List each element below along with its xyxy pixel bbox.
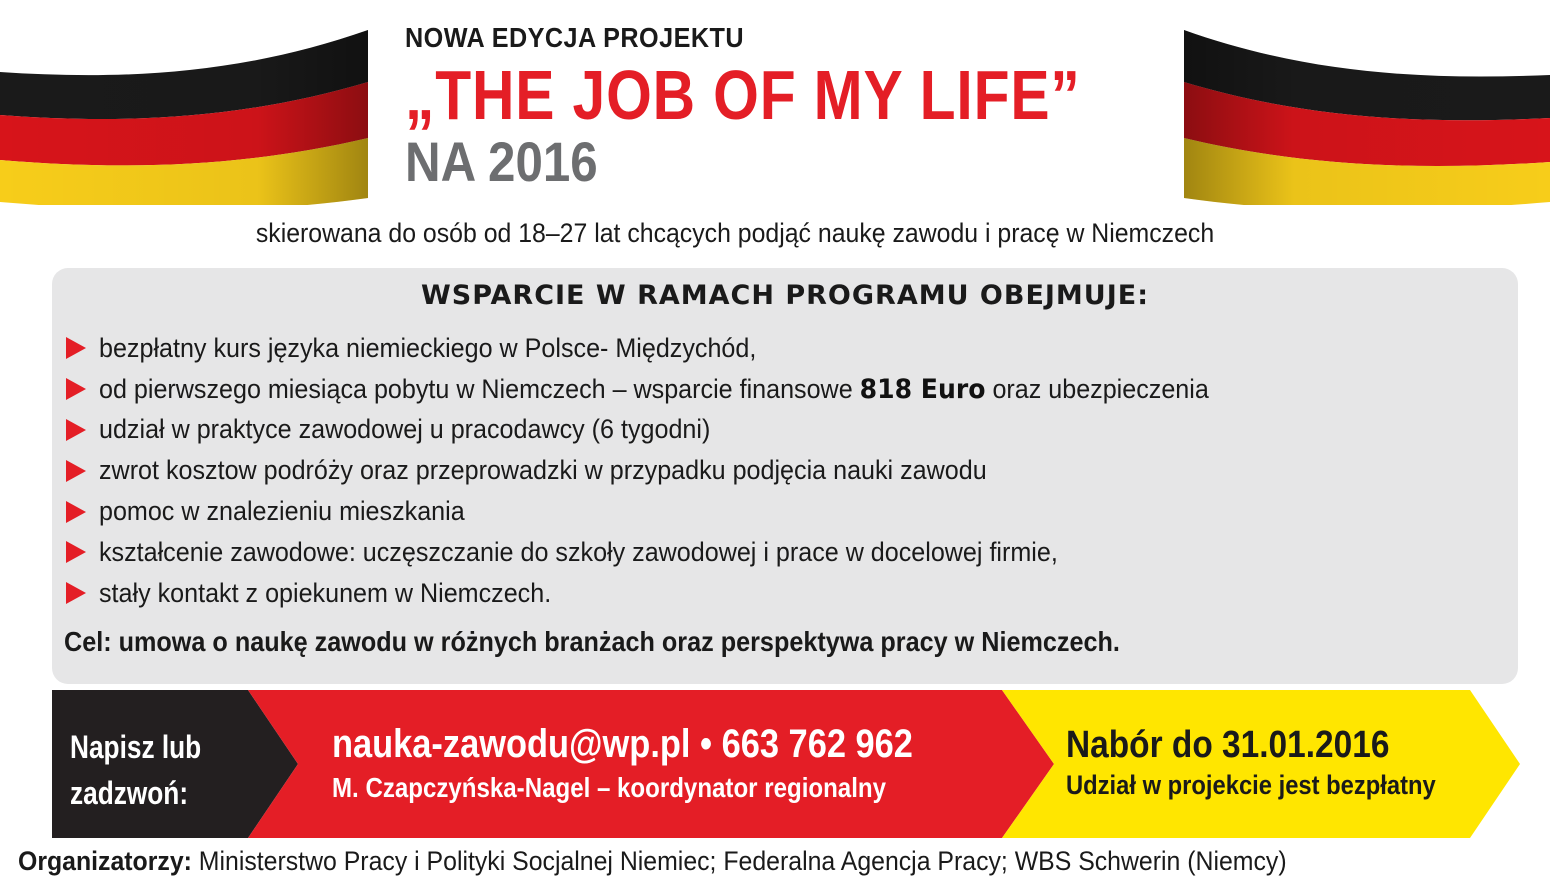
header-kicker: NOWA EDYCJA PROJEKTU xyxy=(405,22,744,53)
list-item xyxy=(66,410,1292,451)
triangle-bullet-icon xyxy=(66,582,86,604)
list-item-text: stały kontakt z opiekunem w Niemczech. xyxy=(99,577,552,608)
list-item-text: udział w praktyce zawodowej u pracodawcy (6 tygodni) xyxy=(99,414,711,445)
german-flag-ribbon-left xyxy=(0,20,380,205)
list-item-text: pomoc w znalezieniu mieszkania xyxy=(99,496,465,527)
list-item xyxy=(66,491,1292,532)
enrollment-deadline: Nabór do 31.01.2016 xyxy=(1066,724,1390,766)
coordinator-name: M. Czapczyńska-Nagel – koordynator regionalny xyxy=(332,772,886,803)
list-item xyxy=(66,450,1292,491)
contact-bar xyxy=(52,690,1522,838)
organizers-label: Organizatorzy: xyxy=(18,846,192,876)
email-phone-link[interactable]: nauka-zawodu@wp.pl • 663 762 962 xyxy=(332,722,913,766)
support-box xyxy=(52,268,1518,684)
triangle-bullet-icon xyxy=(66,419,86,441)
header-year: NA 2016 xyxy=(405,130,598,193)
list-item-text: zwrot kosztow podróży oraz przeprowadzki w przypadku podjęcia nauki zawodu xyxy=(99,455,987,486)
support-heading: WSPARCIE W RAMACH PROGRAMU OBEJMUJE: xyxy=(420,280,1150,311)
triangle-bullet-icon xyxy=(66,337,86,359)
header xyxy=(405,22,1175,192)
organizers-line xyxy=(18,846,1287,877)
list-item-text xyxy=(99,374,1209,405)
list-item xyxy=(66,573,1292,614)
list-item-text-before: od pierwszego miesiąca pobytu w Niemczech – wsparcie finansowe xyxy=(99,373,860,404)
page-title: „THE JOB OF MY LIFE” xyxy=(405,56,1081,134)
list-item xyxy=(66,328,1292,369)
contact-label-line1: Napisz lub xyxy=(70,729,202,765)
list-item-text: kształcenie zawodowe: uczęszczanie do szkoły zawodowej i prace w docelowej firmie, xyxy=(99,536,1058,567)
contact-label xyxy=(70,724,201,816)
german-flag-ribbon-right xyxy=(1180,20,1550,205)
target-audience-subtitle: skierowana do osób od 18–27 lat chcących podjąć naukę zawodu i pracę w Niemczech xyxy=(255,218,1215,248)
list-item xyxy=(66,532,1292,573)
support-list xyxy=(66,328,1292,614)
triangle-bullet-icon xyxy=(66,541,86,563)
list-item xyxy=(66,369,1292,410)
triangle-bullet-icon xyxy=(66,378,86,400)
list-item-text-after: oraz ubezpieczenia xyxy=(985,373,1209,404)
organizers-text: Ministerstwo Pracy i Polityki Socjalnej Niemiec; Federalna Agencja Pracy; WBS Schwerin (Niemcy) xyxy=(191,846,1287,876)
financial-support-amount: 818 Euro xyxy=(859,373,986,405)
triangle-bullet-icon xyxy=(66,501,86,523)
list-item-text: bezpłatny kurs języka niemieckiego w Polsce- Międzychód, xyxy=(99,332,757,363)
program-goal: Cel: umowa o naukę zawodu w różnych branżach oraz perspektywa pracy w Niemczech. xyxy=(64,626,1120,657)
contact-label-line2: zadzwoń: xyxy=(70,775,189,811)
triangle-bullet-icon xyxy=(66,460,86,482)
free-participation-note: Udział w projekcie jest bezpłatny xyxy=(1066,770,1436,800)
